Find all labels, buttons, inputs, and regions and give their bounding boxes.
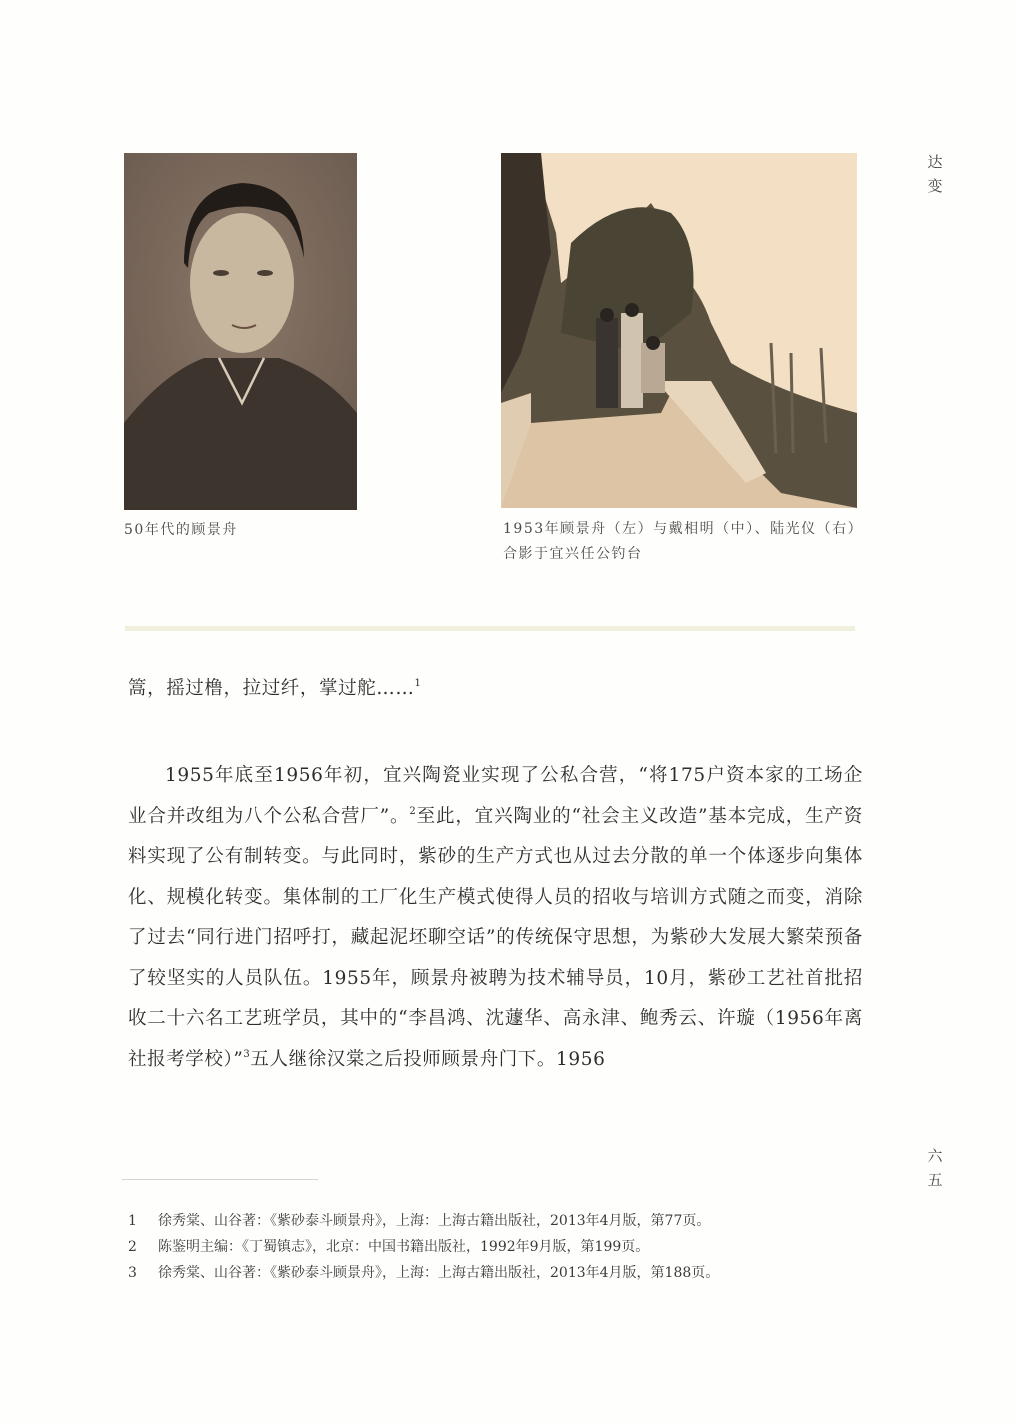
footnote	[128, 1208, 868, 1234]
footnote	[128, 1234, 868, 1260]
footnote-ref: 1	[414, 678, 422, 689]
section-divider	[125, 626, 855, 631]
chapter-tab: 达变	[927, 153, 943, 195]
paragraph-text: 五人继徐汉棠之后投师顾景舟门下。1956	[250, 1048, 606, 1070]
page-number: 六五	[927, 1147, 943, 1189]
footnote-text: 徐秀棠、山谷著：《紫砂泰斗顾景舟》，上海：上海古籍出版社，2013年4月版，第77页。	[158, 1213, 711, 1229]
footnote-ref: 2	[409, 805, 417, 817]
body-paragraph	[128, 756, 863, 1080]
group-photo-caption: 1953年顾景舟（左）与戴相明（中）、陆光仪（右）合影于宜兴任公钓台	[503, 521, 857, 562]
portrait-image-icon	[124, 153, 357, 510]
continuation-line	[128, 672, 863, 706]
footnote-ref: 3	[243, 1048, 251, 1060]
paragraph-text: 1955年底至1956年初，宜兴陶瓷业实现了公私合营，“将175户资本家的工场企业合并改组为八个公私合营厂”。	[128, 765, 863, 827]
portrait-photo	[124, 153, 357, 510]
footnote-number: 1	[128, 1213, 137, 1229]
continuation-text: 篙，摇过橹，拉过纤，掌过舵……	[128, 678, 415, 699]
footnote-text: 徐秀棠、山谷著：《紫砂泰斗顾景舟》，上海：上海古籍出版社，2013年4月版，第188页。	[158, 1265, 720, 1281]
footnote	[128, 1260, 868, 1286]
group-photo	[501, 153, 857, 508]
group-image-icon	[501, 153, 857, 508]
footnote-number: 3	[128, 1265, 137, 1281]
footnote-text: 陈鉴明主编：《丁蜀镇志》，北京：中国书籍出版社，1992年9月版，第199页。	[158, 1239, 650, 1255]
portrait-caption: 50年代的顾景舟	[124, 522, 238, 538]
footnote-number: 2	[128, 1239, 137, 1255]
footnotes	[128, 1208, 868, 1286]
footnote-divider	[122, 1179, 318, 1180]
paragraph-text: 至此，宜兴陶业的“社会主义改造”基本完成，生产资料实现了公有制转变。与此同时，紫砂的生产方式也从过去分散的单一个体逐步向集体化、规模化转变。集体制的工厂化生产模式使得人员的招收与培训方式随之而变，消除了过去“同行进门招呼打，藏起泥坯聊空话”的传统保守思想，为紫砂大发展大繁荣预备了较坚实的人员队伍。1955年，顾景舟被聘为技术辅导员，10月，紫砂工艺社首批招收二十六名工艺班学员，其中的“李昌鸿、沈蘧华、高永津、鲍秀云、许璇（1956年离社报考学校）”	[128, 805, 863, 1070]
